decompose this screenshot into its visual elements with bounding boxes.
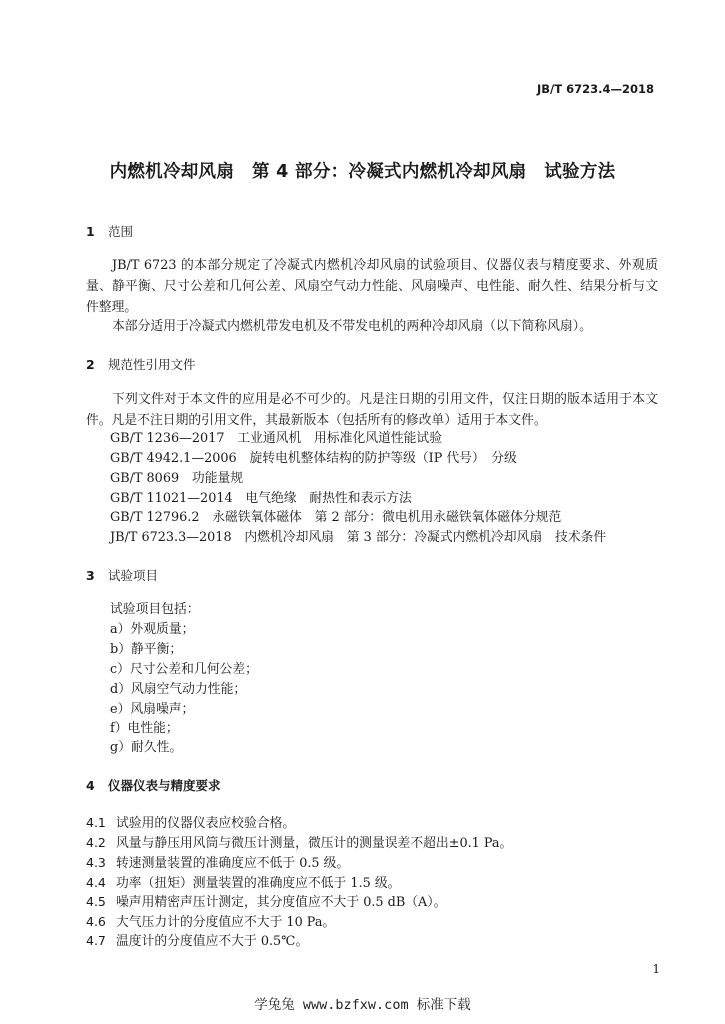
clause-4-6 [86,911,335,930]
clause-4-1 [86,812,295,831]
clause-4-7 [86,930,308,949]
page-number: 1 [652,962,660,976]
clause-text: 转速测量装置的准确度应不低于 0.5 级。 [116,856,350,871]
reference-item: GB/T 4942.1—2006 旋转电机整体结构的防护等级（IP 代号） 分级 [110,451,517,466]
clause-number: 4.1 [86,815,106,830]
reference-item: GB/T 12796.2 永磁铁氧体磁体 第 2 部分：微电机用永磁铁氧体磁体分规范 [110,510,562,525]
clause-number: 4.2 [86,835,106,850]
section-number: 2 [86,357,95,372]
section-title: 仪器仪表与精度要求 [108,778,221,793]
list-item: d）风扇空气动力性能； [110,682,247,697]
references-intro: 下列文件对于本文件的应用是必不可少的。凡是注日期的引用文件，仅注日期的版本适用于本文件。凡是不注日期的引用文件，其最新版本（包括所有的修改单）适用于本文件。 [86,392,658,428]
clause-4-4 [86,872,400,891]
clause-number: 4.3 [86,855,106,870]
clause-text: 噪声用精密声压计测定，其分度值应不大于 0.5 dB（A）。 [116,895,447,910]
section-number: 4 [86,778,95,793]
clause-number: 4.5 [86,894,106,909]
clause-text: 功率（扭矩）测量装置的准确度应不低于 1.5 级。 [116,876,401,891]
clause-4-5 [86,891,446,910]
standard-code: JB/T 6723.4—2018 [537,82,654,96]
clause-4-2 [86,832,512,851]
reference-item: JB/T 6723.3—2018 内燃机冷却风扇 第 3 部分：冷凝式内燃机冷却风扇 技术条件 [110,530,607,545]
scope-paragraph-1: JB/T 6723 的本部分规定了冷凝式内燃机冷却风扇的试验项目、仪器仪表与精度要求、外观质量、静平衡、尺寸公差和几何公差、风扇空气动力性能、风扇噪声、电性能、耐久性、结果分析与文件整理。 [86,258,658,315]
scope-paragraph-2: 本部分适用于冷凝式内燃机带发电机及不带发电机的两种冷却风扇（以下简称风扇）。 [112,319,592,334]
footer-site-text: 学兔兔 www.bzfxw.com 标准下载 [254,997,471,1013]
document-title: 内燃机冷却风扇 第 4 部分：冷凝式内燃机冷却风扇 试验方法 [109,162,616,182]
clause-number: 4.4 [86,875,106,890]
clause-number: 4.6 [86,914,106,929]
reference-item: GB/T 8069 功能量规 [110,471,244,486]
clause-text: 大气压力计的分度值应不大于 10 Pa。 [116,915,336,930]
clause-text: 试验用的仪器仪表应校验合格。 [116,816,296,831]
section-title: 试验项目 [108,568,159,583]
list-item: b）静平衡； [110,642,183,657]
section-title: 范围 [108,224,134,239]
clause-text: 风量与静压用风筒与微压计测量，微压计的测量误差不超出±0.1 Pa。 [116,836,513,851]
list-item: c）尺寸公差和几何公差； [110,662,258,677]
clause-number: 4.7 [86,933,106,948]
list-item: f）电性能； [110,721,179,736]
reference-item: GB/T 1236—2017 工业通风机 用标准化风道性能试验 [110,431,443,446]
clause-text: 温度计的分度值应不大于 0.5℃。 [116,934,309,949]
section-1-heading [86,222,133,240]
list-item: e）风扇噪声； [110,702,195,717]
section-number: 1 [86,224,95,239]
section-2-heading [86,355,196,373]
test-items-intro: 试验项目包括： [110,602,200,617]
section-4-heading [86,776,221,794]
section-number: 3 [86,568,95,583]
section-3-heading [86,566,158,584]
list-item: a）外观质量； [110,622,195,637]
reference-item: GB/T 11021—2014 电气绝缘 耐热性和表示方法 [110,491,412,506]
clause-4-3 [86,852,349,871]
list-item: g）耐久性。 [110,740,183,755]
section-title: 规范性引用文件 [108,357,196,372]
